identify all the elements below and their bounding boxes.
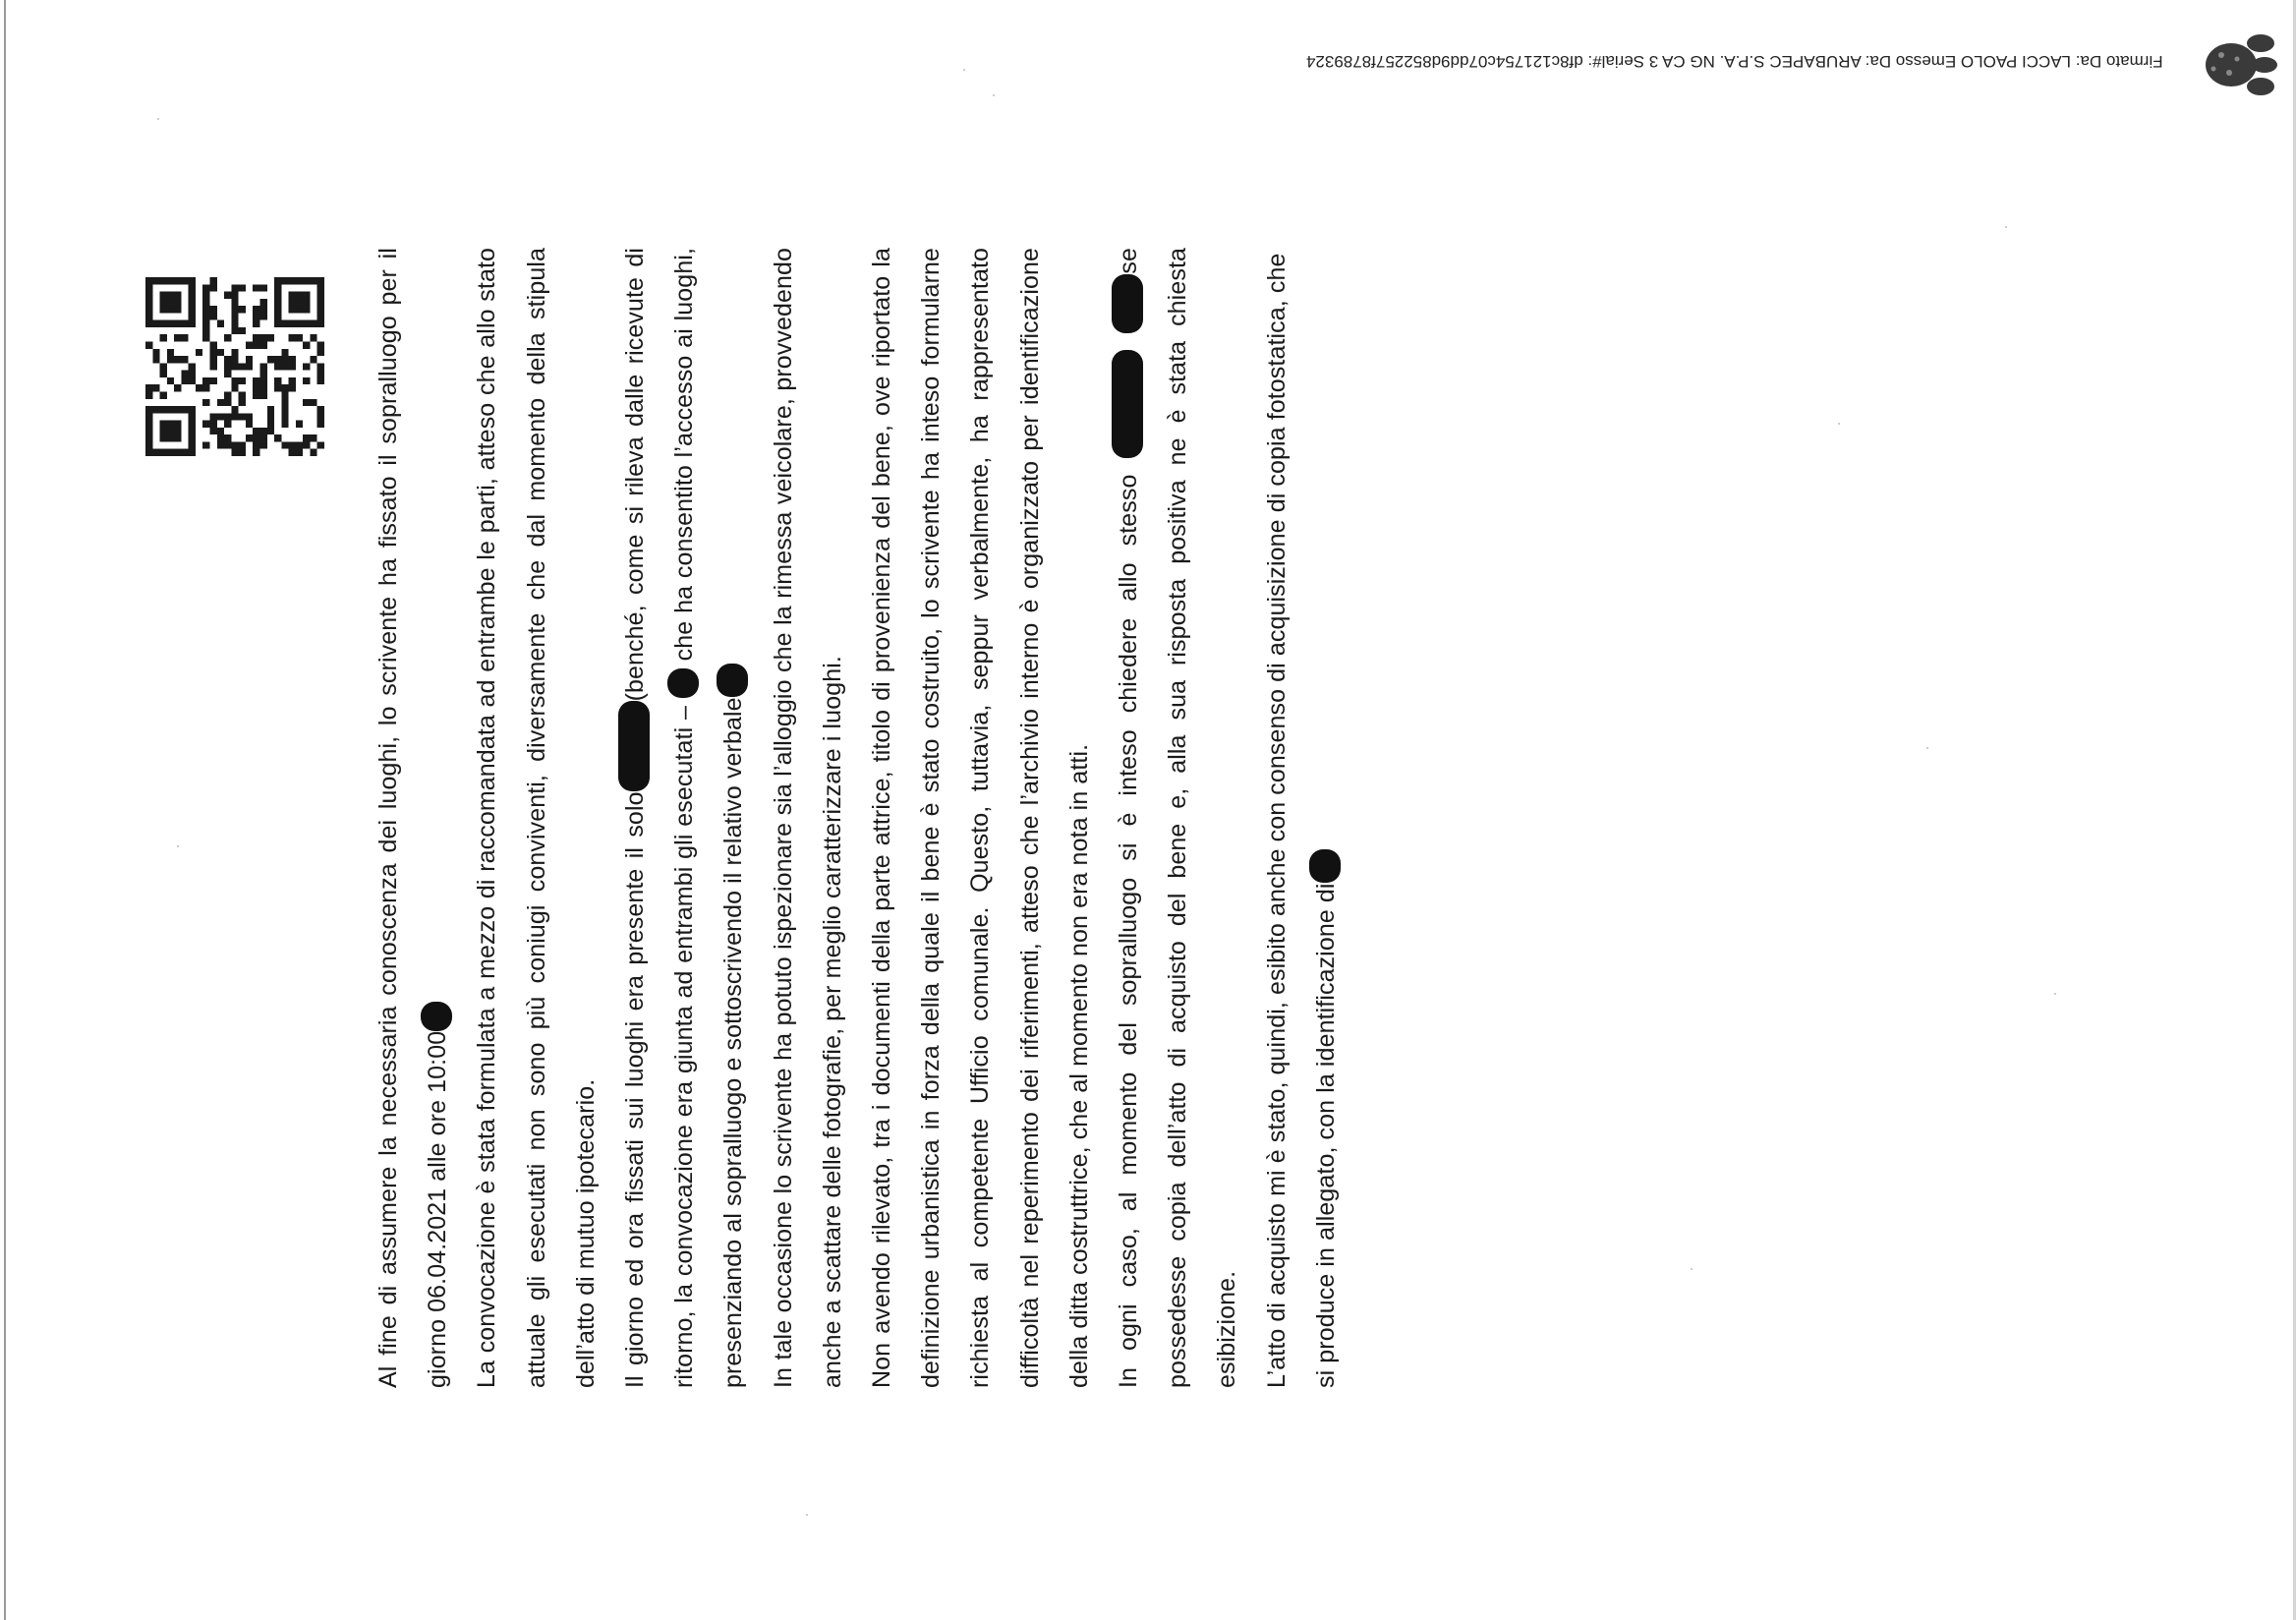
redaction-mark: [1309, 849, 1341, 883]
scan-speck: [2005, 226, 2007, 228]
scan-edge-left: [4, 0, 6, 1620]
paragraph-6-text-b: se possedesse copia dell’atto di acquisto del bene e, alla sua risposta positiva ne è stata chiesta esibizione.: [1115, 248, 1241, 1388]
scan-speck: [157, 118, 159, 120]
paragraph-5: [857, 248, 1104, 1388]
paragraph-6: [1104, 248, 1252, 1388]
paragraph-2: [462, 248, 610, 1388]
redaction-mark: [1112, 274, 1143, 333]
paragraph-7-text: L’atto di acquisto mi è stato, quindi, esibito anche con consenso di acquisizione di copia fotostatica, che si produce in allegato, con la identificazione di: [1262, 253, 1340, 1388]
digital-signature-line: Firmato Da: LACCI PAOLO Emesso Da: ARUBAPEC S.P.A. NG CA 3 Serial#: df8c121754c07dd9d852257f87893​24: [1306, 52, 2163, 71]
scan-speck: [1838, 423, 1840, 425]
scan-speck: [1691, 1268, 1693, 1270]
paragraph-3-text-b: (benché, come si rileva dalle ricevute di ritorno, la convocazione era giunta ad entrambi gli esecutati –: [621, 248, 699, 1388]
paragraph-7: [1252, 248, 1350, 1388]
scan-speck: [963, 69, 965, 71]
scan-speck: [993, 94, 995, 96]
paragraph-6-text-a: In ogni caso, al momento del sopralluogo si è inteso chiedere allo stesso: [1115, 474, 1143, 1388]
scan-speck: [1926, 747, 1928, 749]
paragraph-3-text-a: Il giorno ed ora fissati sui luoghi era presente il solo: [621, 791, 650, 1388]
paragraph-2-text: La convocazione è stata formulata a mezzo di raccomandata ad entrambe le parti, atteso che allo stato attuale gli esecutati non sono più coniugi conviventi, diversamente che dal momento della stipula dell’atto di mutuo ipotecario.: [473, 248, 600, 1388]
paragraph-5-text: Non avendo rilevato, tra i documenti della parte attrice, titolo di provenienza del bene, ove riportato la definizione urbanistica in forza della quale il bene è stato costruito, lo scrivente ha inteso formularne richiesta al competente Ufficio comunale. Questo, tuttavia, seppur verbalmente, ha rappresentato difficoltà nel reperimento dei riferimenti, atteso che l’archivio interno è organizzato per identificazione della ditta costruttrice, che al momento non era nota in atti.: [868, 248, 1093, 1388]
paragraph-4-text: In tale occasione lo scrivente ha potuto ispezionare sia l’alloggio che la rimessa veicolare, provvedendo anche a scattare delle fotografie, per meglio caratterizzare i luoghi.: [769, 248, 846, 1388]
redaction-mark: [1112, 350, 1143, 458]
paragraph-3-text-c: che ha consentito l’accesso ai luoghi, presenziando al sopralluogo e sottoscrivendo il relativo verbale: [670, 248, 748, 1388]
scan-speck: [177, 845, 179, 847]
redaction-mark: [667, 668, 699, 698]
qr-code-icon: [145, 277, 324, 456]
scan-speck: [806, 1514, 808, 1516]
document-body: [364, 248, 1504, 1388]
paragraph-1: [364, 248, 462, 1388]
paragraph-1-text: Al fine di assumere la necessaria conoscenza dei luoghi, lo scrivente ha fissato il sopralluogo per il giorno 06.04.2021 alle ore 10:00: [374, 248, 452, 1388]
paragraph-3: [610, 248, 759, 1388]
redaction-mark: [618, 701, 650, 791]
arubapec-logo-icon: [2192, 29, 2278, 100]
scan-speck: [2054, 993, 2056, 995]
paragraph-4: [759, 248, 857, 1388]
redaction-mark: [717, 664, 748, 697]
document-body-rotator: [364, 248, 1504, 1388]
redaction-mark: [421, 1002, 452, 1031]
document-body-frame: [364, 248, 1504, 1388]
